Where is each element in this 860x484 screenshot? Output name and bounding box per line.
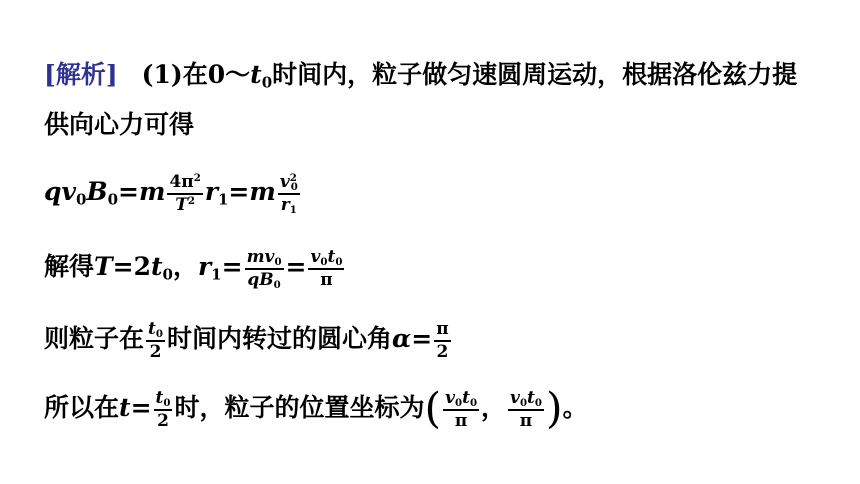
- intro-text-c: 供向心力可得: [44, 110, 195, 139]
- position-line: 所以在t= $\frac{t_0}{2}$ 时，粒子的位置坐标为( $\frac{v_0t_0}{\pi}$ ， $\frac{v_0t_0}{\pi}$ )。: [44, 384, 588, 434]
- fraction-v0t0-over-pi: $\frac{v_0t_0}{\pi}$: [310, 247, 343, 290]
- angle-line: 则粒子在 $\frac{t_0}{2}$ 时间内转过的圆心角α= $\frac{\pi}{2}$: [44, 319, 449, 362]
- fraction-t0-over-2-b: $\frac{t_0}{2}$: [155, 388, 171, 431]
- solution-line-1: [44, 60, 798, 92]
- intro-text-a: 在0～: [182, 60, 251, 89]
- period-radius-equation: 解得$T=2t_0$，$r_1=$ $\frac{mv_0}{qB_0}$ = $\frac{v_0t_0}{\pi}$: [44, 247, 343, 291]
- fraction-t0-over-2: $\frac{t_0}{2}$: [148, 319, 163, 362]
- intro-text-b: 时间内，粒子做匀速圆周运动，根据洛伦兹力提: [272, 60, 798, 89]
- part-number: (1): [141, 60, 183, 89]
- lorentz-force-equation: $qv_0B_0=m$ $\frac{4\pi^2}{T^2}$ $r_1=m$ $\frac{v^2_0}{r_1}$: [44, 172, 298, 216]
- t0-subscript: 0: [261, 73, 273, 92]
- coordinate-y: $\frac{v_0t_0}{\pi}$: [510, 388, 542, 431]
- fraction-v0sq-over-r1: $\frac{v^2_0}{r_1}$: [279, 172, 298, 216]
- analysis-tag: [解析]: [44, 60, 118, 89]
- fraction-4pi2-over-t2: $\frac{4\pi^2}{T^2}$: [169, 172, 201, 215]
- coordinate-x: $\frac{v_0t_0}{\pi}$: [445, 388, 478, 431]
- fraction-mv0-over-qb0: $\frac{mv_0}{qB_0}$: [246, 247, 282, 291]
- t0-variable: t: [250, 60, 262, 89]
- left-paren: (: [424, 384, 442, 434]
- fraction-pi-over-2: $\frac{\pi}{2}$: [436, 319, 449, 362]
- solution-line-2: [44, 112, 194, 137]
- right-paren: ): [545, 384, 563, 434]
